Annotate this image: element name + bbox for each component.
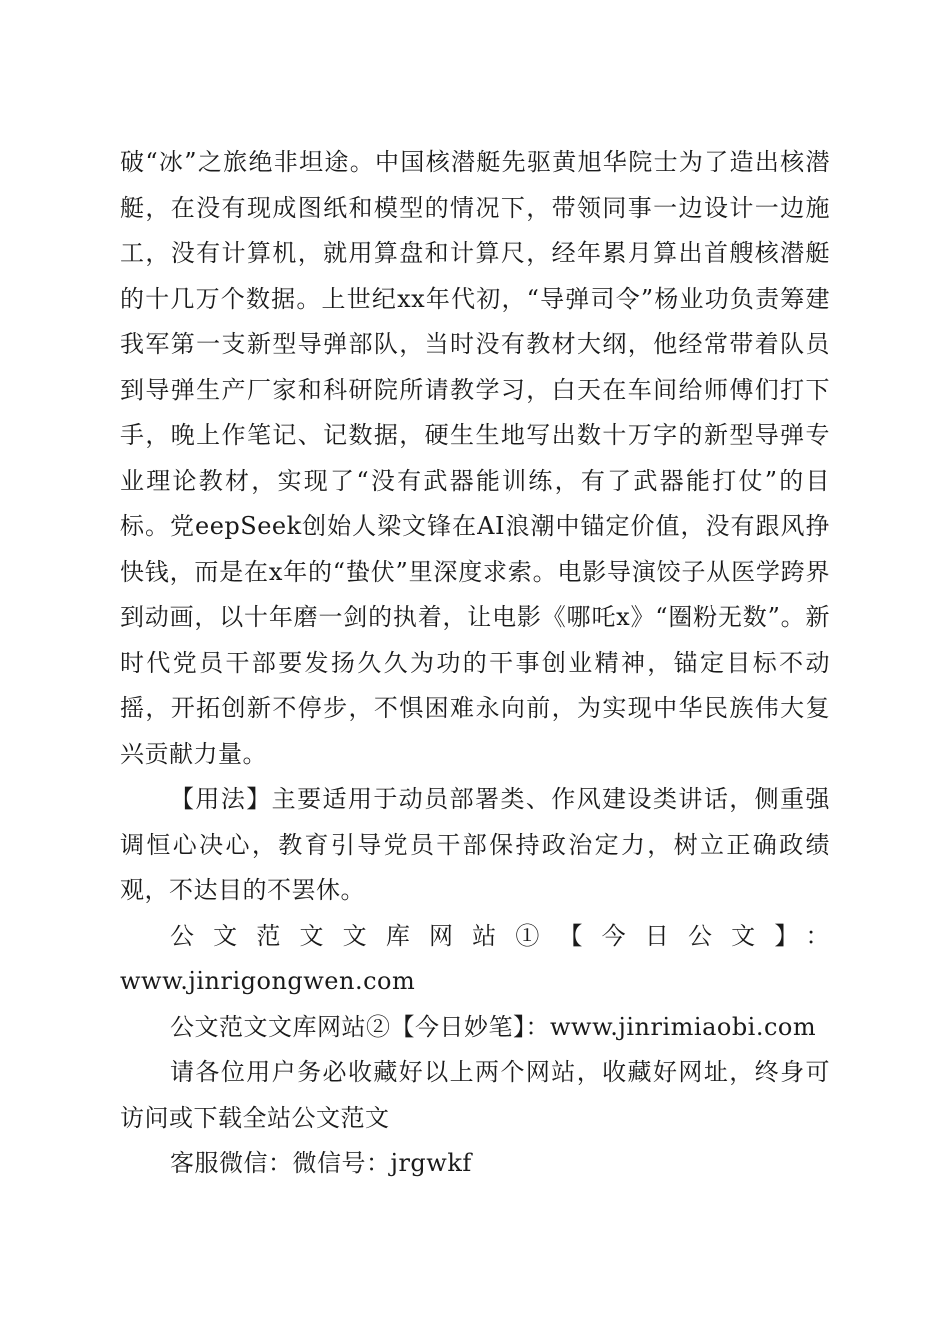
document-page bbox=[120, 140, 830, 1187]
notice-paragraph: 请各位用户务必收藏好以上两个网站，收藏好网址，终身可访问或下载全站公文范文 bbox=[120, 1058, 830, 1132]
site1-url[interactable]: www.jinrigongwen.com bbox=[120, 967, 416, 995]
site2-line[interactable]: 公文范文文库网站②【今日妙笔】：www.jinrimiaobi.com bbox=[170, 1012, 817, 1041]
contact-line: 客服微信：微信号：jrgwkf bbox=[170, 1149, 472, 1177]
body-paragraph-main: 破“冰”之旅绝非坦途。中国核潜艇先驱黄旭华院士为了造出核潜艇，在没有现成图纸和模型的情况下，带领同事一边设计一边施工，没有计算机，就用算盘和计算尺，经年累月算出首艘核潜艇的十几万个数据。上世纪xx年代初，“导弹司令”杨业功负责筹建我军第一支新型导弹部队，当时没有教材大纲，他经常带着队员到导弹生产厂家和科研院所请教学习，白天在车间给师傅们打下手，晚上作笔记、记数据，硬生生地写出数十万字的新型导弹专业理论教材，实现了“没有武器能训练，有了武器能打仗”的目标。党eepSeek创始人梁文锋在AI浪潮中锚定价值，没有跟风挣快钱，而是在x年的“蛰伏”里深度求索。电影导演饺子从医学跨界到动画，以十年磨一剑的执着，让电影《哪吒x》“圈粉无数”。新时代党员干部要发扬久久为功的干事创业精神，锚定目标不动摇，开拓创新不停步，不惧困难永向前，为实现中华民族伟大复兴贡献力量。 bbox=[120, 148, 830, 768]
body-paragraph-usage: 【用法】主要适用于动员部署类、作风建设类讲话，侧重强调恒心决心，教育引导党员干部保持政治定力，树立正确政绩观，不达目的不罢休。 bbox=[120, 785, 830, 904]
site1-line: 公文范文文库网站①【今日公文】： bbox=[170, 921, 830, 950]
